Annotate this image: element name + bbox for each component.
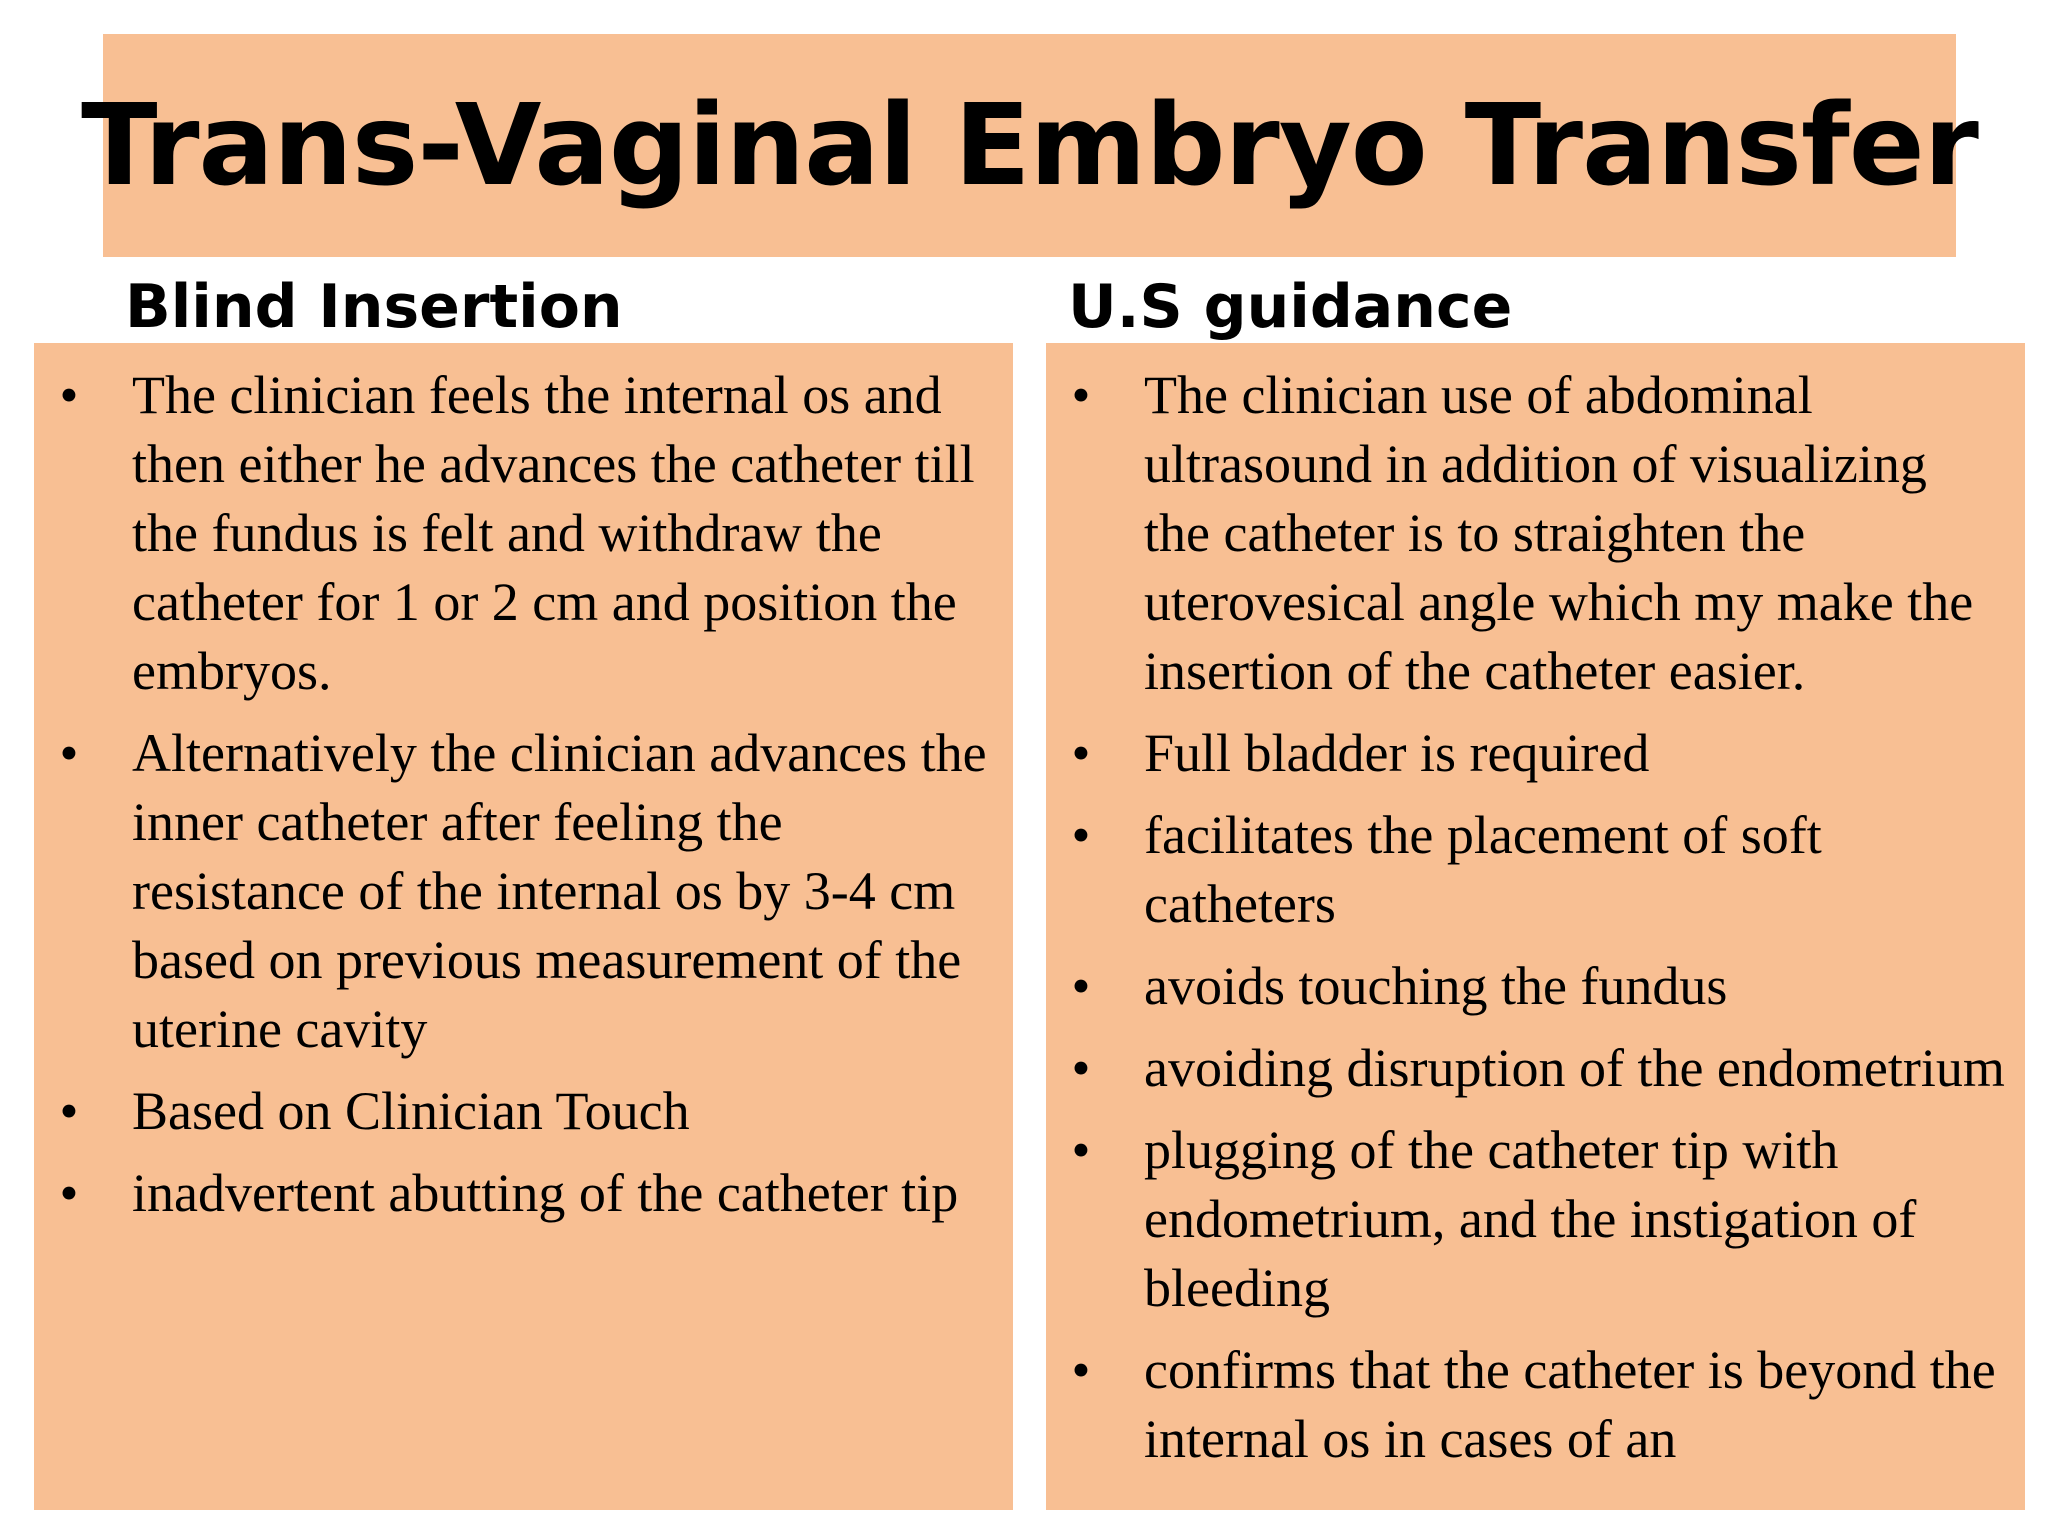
bullet-text: facilitates the placement of soft catheters xyxy=(1144,805,1822,934)
bullet-icon: • xyxy=(1071,956,1091,1016)
right-column-panel xyxy=(1046,343,2025,1510)
list-item xyxy=(1046,1116,2025,1323)
left-column-heading: Blind Insertion xyxy=(125,272,623,342)
list-item xyxy=(1046,719,2025,788)
bullet-icon: • xyxy=(59,723,79,783)
bullet-text: Alternatively the clinician advances the inner catheter after feeling the resistance of the internal os by 3-4 cm based on previous measurement of the uterine cavity xyxy=(132,723,987,1059)
right-bullet-list xyxy=(1046,343,2025,1474)
bullet-text: The clinician use of abdominal ultrasound in addition of visualizing the catheter is to straighten the uterovesical angle which my make the insertion of the catheter easier. xyxy=(1144,365,1974,701)
list-item xyxy=(1046,801,2025,939)
bullet-icon: • xyxy=(59,1163,79,1223)
bullet-icon: • xyxy=(1071,365,1091,425)
bullet-icon: • xyxy=(1071,723,1091,783)
bullet-text: avoids touching the fundus xyxy=(1144,956,1728,1016)
bullet-icon: • xyxy=(1071,1120,1091,1180)
list-item xyxy=(34,1077,1013,1146)
bullet-text: inadvertent abutting of the catheter tip xyxy=(132,1163,959,1223)
bullet-icon: • xyxy=(1071,1038,1091,1098)
list-item xyxy=(1046,361,2025,706)
list-item xyxy=(34,1159,1013,1228)
title-bar xyxy=(81,34,1978,257)
slide-title: Trans-Vaginal Embryo Transfer xyxy=(81,80,1978,211)
bullet-text: Full bladder is required xyxy=(1144,723,1650,783)
bullet-text: Based on Clinician Touch xyxy=(132,1081,690,1141)
list-item xyxy=(34,719,1013,1064)
left-column-panel xyxy=(34,343,1013,1510)
right-column-heading: U.S guidance xyxy=(1068,272,1513,342)
bullet-text: confirms that the catheter is beyond the internal os in cases of an xyxy=(1144,1340,1996,1469)
bullet-icon: • xyxy=(59,365,79,425)
list-item xyxy=(1046,1336,2025,1474)
left-bullet-list xyxy=(34,343,1013,1228)
bullet-icon: • xyxy=(59,1081,79,1141)
list-item xyxy=(1046,952,2025,1021)
list-item xyxy=(34,361,1013,706)
bullet-icon: • xyxy=(1071,1340,1091,1400)
bullet-text: avoiding disruption of the endometrium xyxy=(1144,1038,2005,1098)
list-item xyxy=(1046,1034,2025,1103)
bullet-text: plugging of the catheter tip with endometrium, and the instigation of bleeding xyxy=(1144,1120,1917,1318)
bullet-text: The clinician feels the internal os and then either he advances the catheter till the fundus is felt and withdraw the catheter for 1 or 2 cm and position the embryos. xyxy=(132,365,975,701)
bullet-icon: • xyxy=(1071,805,1091,865)
